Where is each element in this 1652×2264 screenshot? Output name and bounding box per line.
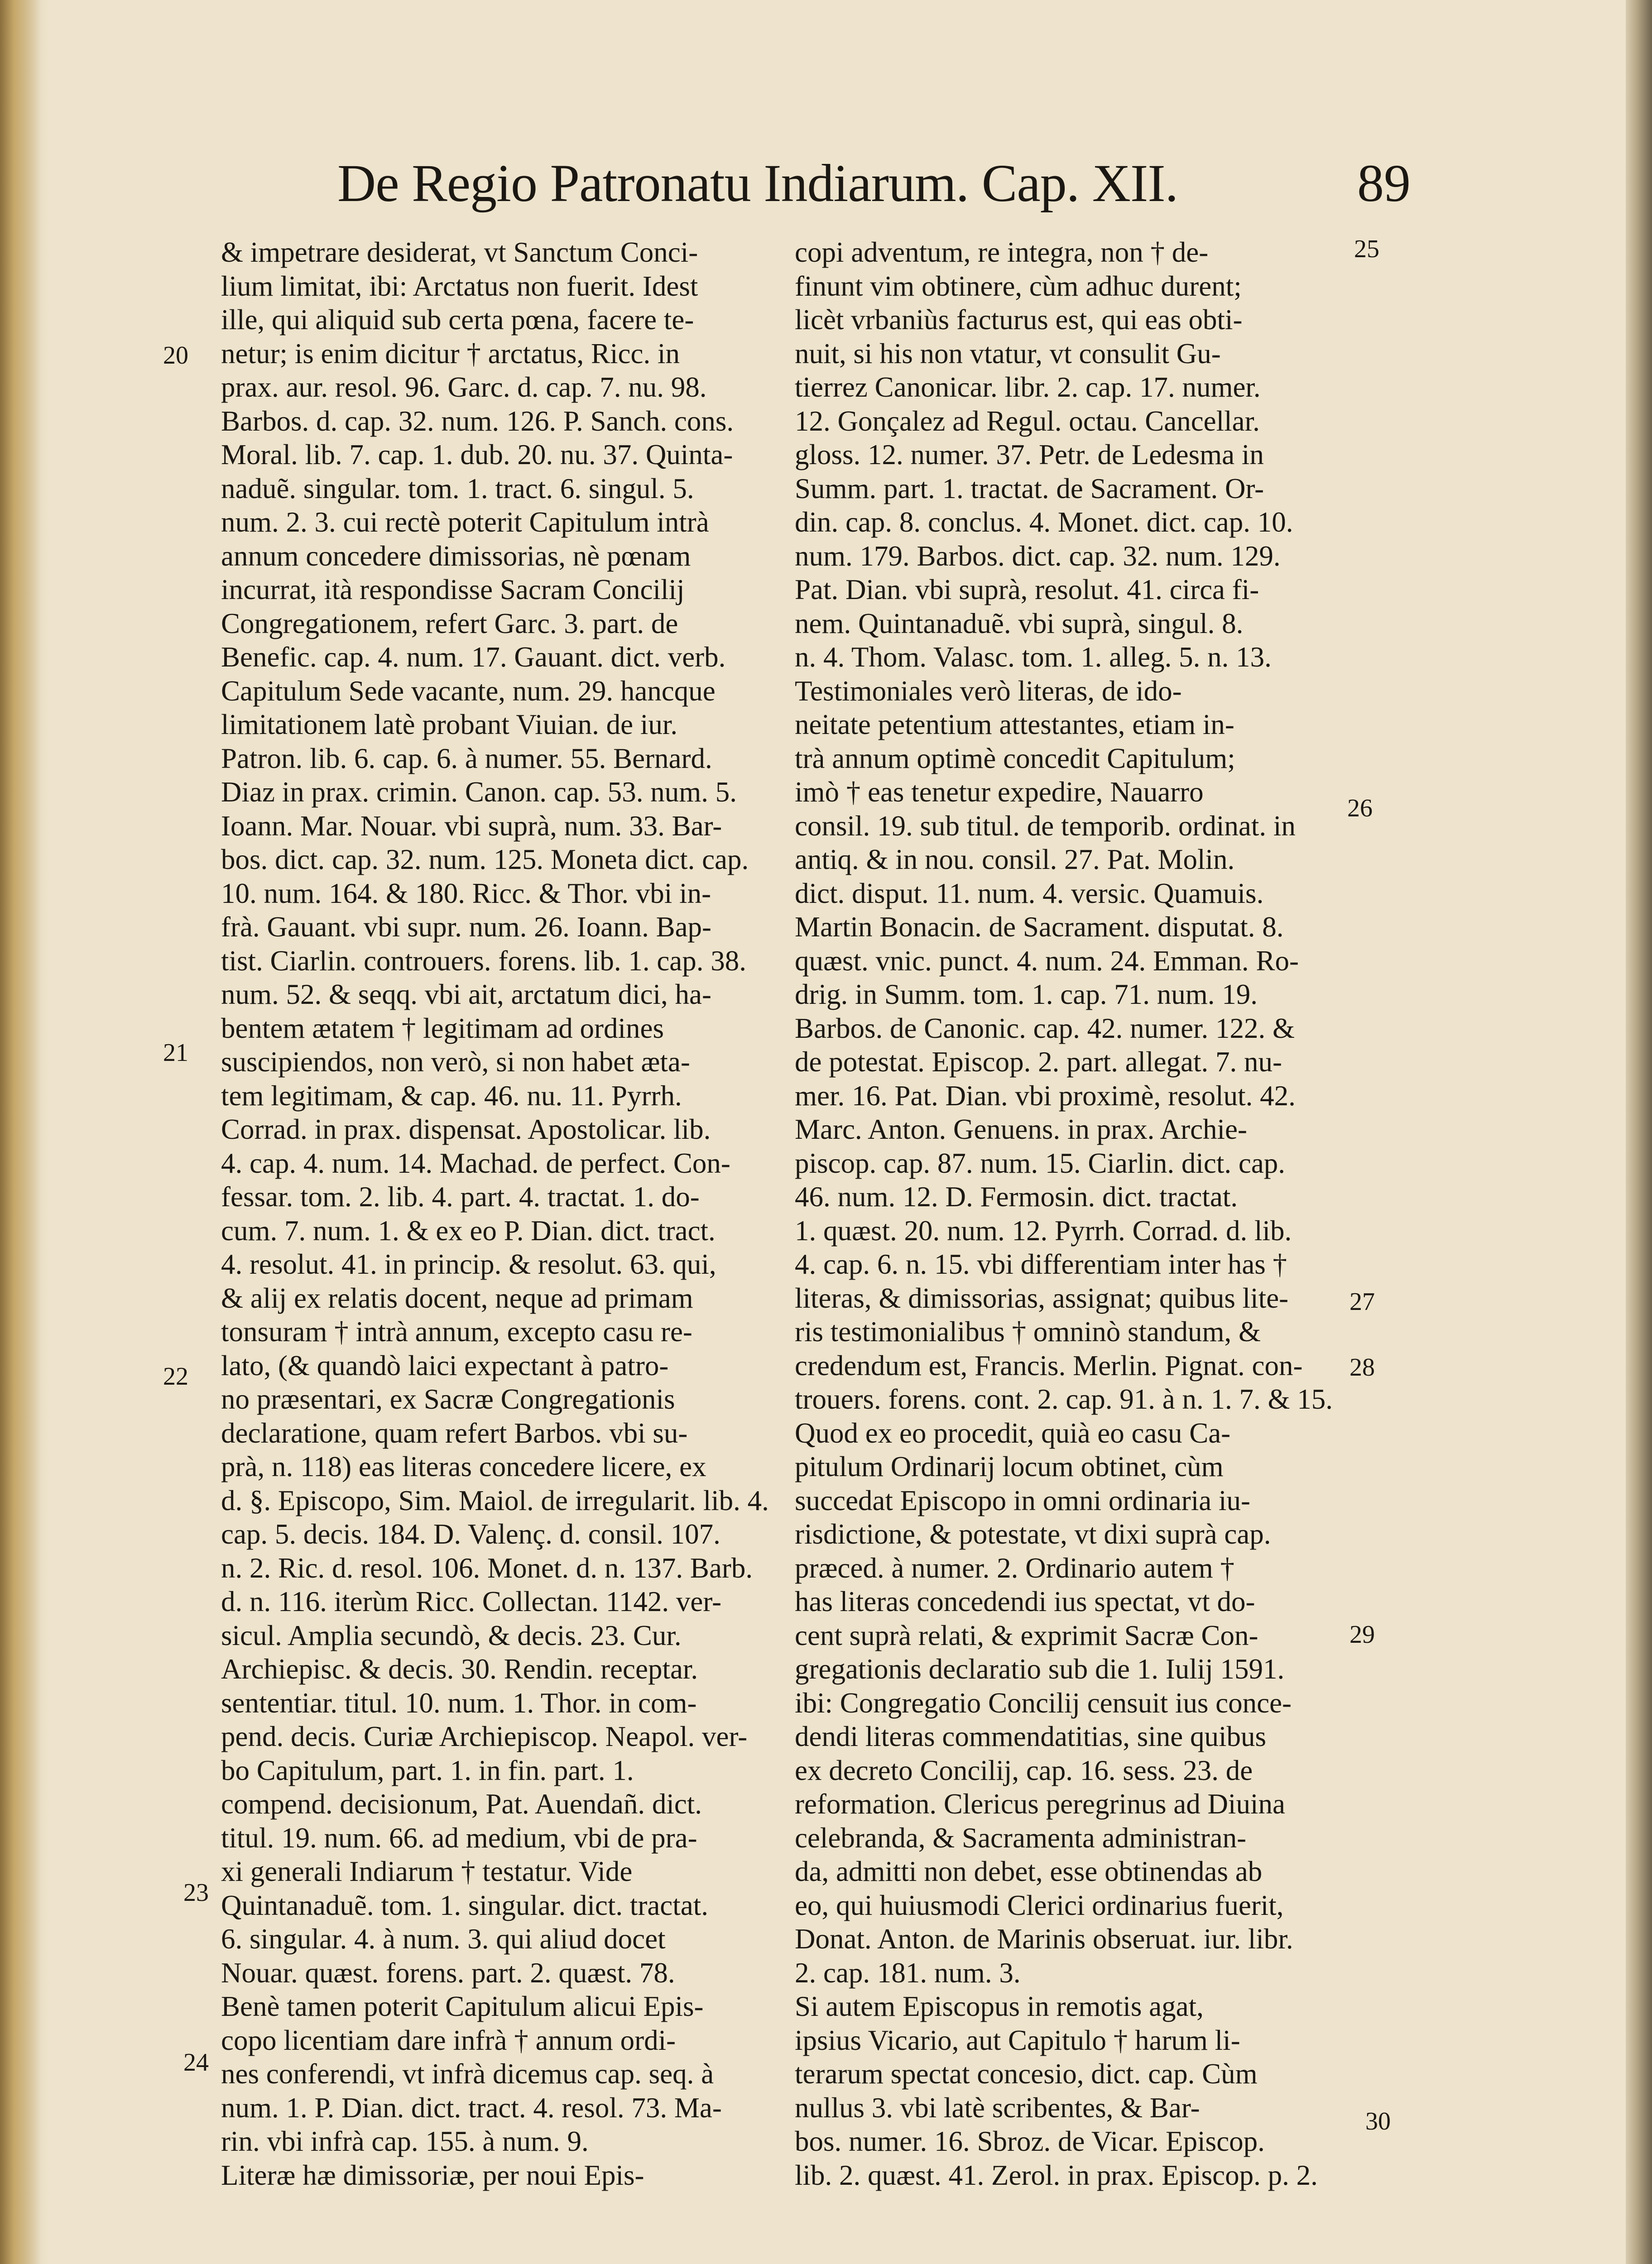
text-line: 4. cap. 4. num. 14. Machad. de perfect. Con- — [221, 1147, 730, 1179]
text-line: Diaz in prax. crimin. Canon. cap. 53. num. 5. — [221, 776, 737, 808]
text-line: nes conferendi, vt infrà dicemus cap. seq. à — [221, 2058, 714, 2090]
text-line: frà. Gauant. vbi supr. num. 26. Ioann. Bap- — [221, 911, 712, 943]
text-line: neitate petentium attestantes, etiam in- — [795, 709, 1234, 740]
text-line: suscipiendos, non verò, si non habet æta- — [221, 1046, 690, 1078]
text-line: incurrat, ità respondisse Sacram Concilij — [221, 574, 685, 605]
text-line: Nouar. quæst. forens. part. 2. quæst. 78. — [221, 1957, 675, 1989]
text-line: din. cap. 8. conclus. 4. Monet. dict. cap. 10. — [795, 506, 1293, 538]
text-line: d. n. 116. iterùm Ricc. Collectan. 1142. ver- — [221, 1586, 722, 1617]
text-line: imò † eas tenetur expedire, Nauarro — [795, 776, 1204, 808]
text-line: 10. num. 164. & 180. Ricc. & Thor. vbi in- — [221, 877, 711, 909]
text-line: & impetrare desiderat, vt Sanctum Conci- — [221, 236, 698, 268]
text-line: 4. cap. 6. n. 15. vbi differentiam inter has † — [795, 1248, 1287, 1280]
text-line: Corrad. in prax. dispensat. Apostolicar. lib. — [221, 1113, 711, 1145]
text-line: limitationem latè probant Viuian. de iur. — [221, 709, 678, 740]
text-line: 46. num. 12. D. Fermosin. dict. tractat. — [795, 1181, 1238, 1213]
text-line: 2. cap. 181. num. 3. — [795, 1957, 1021, 1989]
margin-number: 29 — [1349, 1621, 1375, 1649]
text-line: Marc. Anton. Genuens. in prax. Archie- — [795, 1113, 1247, 1145]
text-line: no præsentari, ex Sacræ Congregationis — [221, 1383, 675, 1415]
page-edge — [1626, 0, 1652, 2264]
page-number: 89 — [1357, 153, 1411, 213]
text-line: celebranda, & Sacramenta administran- — [795, 1822, 1247, 1854]
text-line: prax. aur. resol. 96. Garc. d. cap. 7. nu. 98. — [221, 371, 707, 403]
text-line: præced. à numer. 2. Ordinario autem † — [795, 1552, 1234, 1584]
text-line: lium limitat, ibi: Arctatus non fuerit. Idest — [221, 270, 698, 302]
text-line: Pat. Dian. vbi suprà, resolut. 41. circa fi- — [795, 574, 1259, 605]
text-line: Summ. part. 1. tractat. de Sacrament. Or- — [795, 472, 1264, 504]
text-line: ris testimonialibus † omninò standum, & — [795, 1316, 1261, 1348]
text-line: tist. Ciarlin. controuers. forens. lib. 1. cap. 38. — [221, 945, 747, 977]
text-line: dendi literas commendatitias, sine quibus — [795, 1721, 1267, 1752]
text-line: risdictione, & potestate, vt dixi suprà cap. — [795, 1518, 1271, 1550]
margin-number: 23 — [183, 1879, 209, 1907]
text-line: ibi: Congregatio Concilij censuit ius conce- — [795, 1687, 1292, 1719]
text-line: Testimoniales verò literas, de ido- — [795, 675, 1182, 707]
text-line: terarum spectat concesio, dict. cap. Cùm — [795, 2058, 1258, 2090]
text-line: cap. 5. decis. 184. D. Valenç. d. consil. 107. — [221, 1518, 720, 1550]
text-line: fessar. tom. 2. lib. 4. part. 4. tractat. 1. do- — [221, 1181, 700, 1213]
text-line: prà, n. 118) eas literas concedere licere, ex — [221, 1451, 706, 1482]
text-line: 6. singular. 4. à num. 3. qui aliud docet — [221, 1923, 666, 1955]
text-line: piscop. cap. 87. num. 15. Ciarlin. dict. cap. — [795, 1147, 1286, 1179]
text-line: bentem ætatem † legitimam ad ordines — [221, 1012, 664, 1044]
text-line: Donat. Anton. de Marinis obseruat. iur. libr. — [795, 1923, 1293, 1955]
text-line: n. 2. Ric. d. resol. 106. Monet. d. n. 137. Barb. — [221, 1552, 753, 1584]
text-line: num. 52. & seqq. vbi ait, arctatum dici, ha- — [221, 979, 711, 1010]
text-line: credendum est, Francis. Merlin. Pignat. con- — [795, 1349, 1303, 1381]
text-line: Benefic. cap. 4. num. 17. Gauant. dict. verb. — [221, 641, 726, 673]
text-line: d. §. Episcopo, Sim. Maiol. de irregularit. lib. 4. — [221, 1484, 769, 1516]
text-line: gloss. 12. numer. 37. Petr. de Ledesma in — [795, 439, 1264, 470]
right-text-column — [795, 235, 1361, 2192]
text-line: quæst. vnic. punct. 4. num. 24. Emman. Ro- — [795, 945, 1299, 977]
text-line: 12. Gonçalez ad Regul. octau. Cancellar. — [795, 405, 1260, 437]
text-line: dict. disput. 11. num. 4. versic. Quamuis. — [795, 877, 1264, 909]
text-line: titul. 19. num. 66. ad medium, vbi de pra- — [221, 1822, 697, 1854]
text-line: num. 2. 3. cui rectè poterit Capitulum intrà — [221, 506, 709, 538]
text-line: reformation. Clericus peregrinus ad Diuina — [795, 1788, 1285, 1820]
text-line: bo Capitulum, part. 1. in fin. part. 1. — [221, 1754, 634, 1786]
margin-number: 24 — [183, 2048, 209, 2077]
text-line: finunt vim obtinere, cùm adhuc durent; — [795, 270, 1242, 302]
text-line: ille, qui aliquid sub certa pœna, facere te- — [221, 304, 694, 336]
text-line: mer. 16. Pat. Dian. vbi proximè, resolut. 42. — [795, 1079, 1296, 1112]
text-line: pitulum Ordinarij locum obtinet, cùm — [795, 1451, 1224, 1482]
text-line: has literas concedendi ius spectat, vt do- — [795, 1586, 1255, 1617]
margin-number: 20 — [163, 341, 188, 369]
text-line: 4. resolut. 41. in princip. & resolut. 63. qui, — [221, 1248, 716, 1280]
text-line: Barbos. de Canonic. cap. 42. numer. 122. & — [795, 1012, 1295, 1044]
text-line: Archiepisc. & decis. 30. Rendin. receptar. — [221, 1653, 698, 1685]
text-line: Si autem Episcopus in remotis agat, — [795, 1991, 1204, 2022]
text-line: pend. decis. Curiæ Archiepiscop. Neapol. ver- — [221, 1721, 748, 1752]
text-line: num. 179. Barbos. dict. cap. 32. num. 129. — [795, 540, 1281, 572]
text-line: Capitulum Sede vacante, num. 29. hancque — [221, 675, 716, 707]
text-line: n. 4. Thom. Valasc. tom. 1. alleg. 5. n. 13. — [795, 641, 1272, 673]
margin-number: 22 — [163, 1362, 188, 1391]
text-line: bos. numer. 16. Sbroz. de Vicar. Episcop. — [795, 2125, 1265, 2157]
text-line: 1. quæst. 20. num. 12. Pyrrh. Corrad. d. lib. — [795, 1214, 1292, 1247]
text-line: annum concedere dimissorias, nè pœnam — [221, 540, 691, 572]
text-line: copi adventum, re integra, non † de- — [795, 236, 1209, 268]
text-line: naduẽ. singular. tom. 1. tract. 6. singul. 5. — [221, 472, 694, 504]
text-line: eo, qui huiusmodi Clerici ordinarius fuerit, — [795, 1889, 1284, 1921]
text-line: sicul. Amplia secundò, & decis. 23. Cur. — [221, 1619, 682, 1651]
text-line: tierrez Canonicar. libr. 2. cap. 17. numer. — [795, 371, 1261, 403]
text-line: nem. Quintanaduẽ. vbi suprà, singul. 8. — [795, 607, 1244, 639]
text-line: tonsuram † intrà annum, excepto casu re- — [221, 1316, 692, 1348]
text-line: lib. 2. quæst. 41. Zerol. in prax. Episcop. p. 2. — [795, 2159, 1318, 2191]
text-line: xi generali Indiarum † testatur. Vide — [221, 1856, 633, 1887]
text-line: literas, & dimissorias, assignat; quibus lite- — [795, 1282, 1289, 1314]
margin-number: 21 — [163, 1039, 188, 1067]
text-line: Quod ex eo procedit, quià eo casu Ca- — [795, 1417, 1231, 1449]
text-line: Ioann. Mar. Nouar. vbi suprà, num. 33. Bar- — [221, 810, 722, 842]
text-line: trouers. forens. cont. 2. cap. 91. à n. 1. 7. & 15. — [795, 1383, 1333, 1415]
left-text-column — [221, 235, 769, 2192]
text-line: nullus 3. vbi latè scribentes, & Bar- — [795, 2091, 1200, 2124]
text-line: ex decreto Concilij, cap. 16. sess. 23. de — [795, 1754, 1253, 1786]
text-line: tem legitimam, & cap. 46. nu. 11. Pyrrh. — [221, 1079, 682, 1112]
text-line: da, admitti non debet, esse obtinendas ab — [795, 1856, 1263, 1887]
text-line: copo licentiam dare infrà † annum ordi- — [221, 2024, 676, 2056]
text-line: cent suprà relati, & exprimit Sacræ Con- — [795, 1619, 1258, 1651]
margin-number: 27 — [1349, 1288, 1375, 1316]
text-line: Martin Bonacin. de Sacrament. disputat. 8. — [795, 911, 1284, 943]
text-line: rin. vbi infrà cap. 155. à num. 9. — [221, 2125, 589, 2157]
text-line: Congregationem, refert Garc. 3. part. de — [221, 607, 678, 639]
text-line: Moral. lib. 7. cap. 1. dub. 20. nu. 37. Quinta- — [221, 439, 733, 470]
text-line: Barbos. d. cap. 32. num. 126. P. Sanch. cons. — [221, 405, 734, 437]
text-line: licèt vrbaniùs facturus est, qui eas obti- — [795, 304, 1243, 336]
text-line: netur; is enim dicitur † arctatus, Ricc. in — [221, 337, 680, 369]
text-line: & alij ex relatis docent, neque ad primam — [221, 1282, 693, 1314]
text-line: antiq. & in nou. consil. 27. Pat. Molin. — [795, 844, 1235, 875]
text-line: gregationis declaratio sub die 1. Iulij 1591. — [795, 1653, 1285, 1685]
text-line: drig. in Summ. tom. 1. cap. 71. num. 19. — [795, 979, 1258, 1010]
text-line: ipsius Vicario, aut Capitulo † harum li- — [795, 2024, 1240, 2056]
text-line: sententiar. titul. 10. num. 1. Thor. in com- — [221, 1687, 697, 1719]
margin-number: 26 — [1347, 794, 1373, 822]
text-line: Patron. lib. 6. cap. 6. à numer. 55. Bernard. — [221, 742, 712, 774]
text-line: succedat Episcopo in omni ordinaria iu- — [795, 1484, 1250, 1516]
margin-number: 25 — [1354, 235, 1379, 263]
margin-number: 30 — [1365, 2107, 1391, 2135]
text-line: trà annum optimè concedit Capitulum; — [795, 742, 1235, 774]
text-line: consil. 19. sub titul. de temporib. ordinat. in — [795, 810, 1296, 842]
text-line: Quintanaduẽ. tom. 1. singular. dict. tractat. — [221, 1889, 708, 1921]
text-line: bos. dict. cap. 32. num. 125. Moneta dict. cap. — [221, 844, 749, 875]
text-line: Benè tamen poterit Capitulum alicui Epis- — [221, 1991, 704, 2022]
text-line: num. 1. P. Dian. dict. tract. 4. resol. 73. Ma- — [221, 2091, 722, 2124]
text-line: lato, (& quandò laici expectant à patro- — [221, 1349, 669, 1381]
text-line: de potestat. Episcop. 2. part. allegat. 7. nu- — [795, 1046, 1282, 1078]
text-line: cum. 7. num. 1. & ex eo P. Dian. dict. tract. — [221, 1214, 716, 1247]
page-binding-gutter — [0, 0, 41, 2264]
text-line: nuit, si his non vtatur, vt consulit Gu- — [795, 337, 1221, 369]
text-line: declaratione, quam refert Barbos. vbi su- — [221, 1417, 688, 1449]
text-line: compend. decisionum, Pat. Auendañ. dict. — [221, 1788, 702, 1820]
margin-number: 28 — [1349, 1353, 1375, 1381]
text-line: Literæ hæ dimissoriæ, per noui Epis- — [221, 2159, 644, 2191]
running-title: De Regio Patronatu Indiarum. Cap. XII. — [337, 153, 1178, 213]
